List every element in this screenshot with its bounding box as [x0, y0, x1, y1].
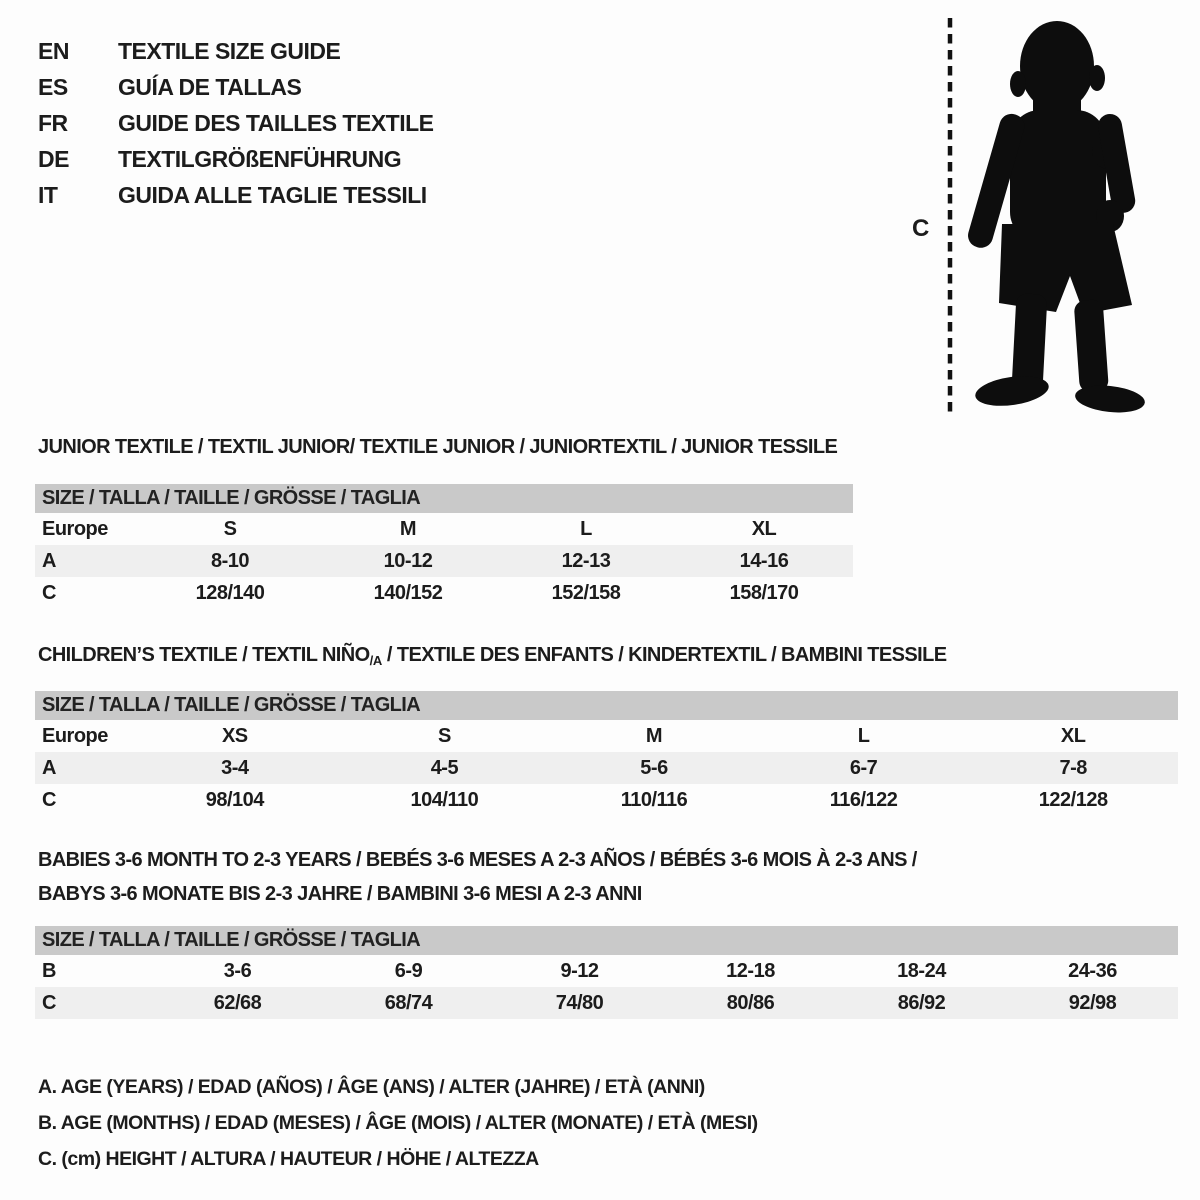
junior-size-table	[35, 513, 853, 609]
size-cell: 10-12	[383, 549, 433, 572]
guide-title-en: TEXTILE SIZE GUIDE	[118, 37, 341, 64]
size-cell: 128/140	[195, 581, 265, 604]
children-title-rest: / TEXTILE DES ENFANTS / KINDERTEXTIL / BAMBINI TESSILE	[381, 644, 947, 666]
size-cell: 104/110	[410, 788, 479, 811]
size-cell: 62/68	[213, 991, 262, 1014]
size-cell: L	[580, 517, 592, 540]
size-cell: 3-6	[223, 959, 252, 982]
size-cell: S	[437, 724, 451, 747]
children-age-row	[35, 752, 1178, 784]
size-cell: 14-16	[739, 549, 789, 572]
guide-title-de: TEXTILGRÖßENFÜHRUNG	[118, 145, 402, 172]
size-cell: XL	[1060, 724, 1086, 747]
size-cell: 12-18	[726, 959, 775, 982]
size-cell: L	[857, 724, 870, 747]
size-cell: XS	[221, 724, 248, 747]
row-label: C	[42, 581, 56, 604]
language-code: DE	[38, 145, 69, 172]
row-label: A	[42, 756, 56, 779]
junior-height-row	[35, 577, 853, 609]
junior-age-row	[35, 545, 853, 577]
size-cell: 3-4	[221, 756, 249, 779]
size-cell: 158/170	[729, 581, 799, 604]
row-label: Europe	[42, 517, 108, 540]
size-cell: 122/128	[1038, 788, 1108, 811]
babies-months-row	[35, 955, 1178, 987]
children-title-subscript: /A	[369, 653, 382, 668]
legend-line-height-cm: C. (cm) HEIGHT / ALTURA / HAUTEUR / HÖHE / ALTEZZA	[38, 1148, 539, 1170]
children-size-table	[35, 720, 1178, 816]
size-cell: M	[399, 517, 417, 540]
size-cell: 8-10	[210, 549, 250, 572]
language-code: ES	[38, 73, 68, 100]
babies-height-row	[35, 987, 1178, 1019]
babies-size-table	[35, 955, 1178, 1019]
size-cell: 152/158	[551, 581, 621, 604]
size-cell: 6-7	[849, 756, 878, 779]
size-cell: XL	[751, 517, 777, 540]
junior-region-row	[35, 513, 853, 545]
guide-title-fr: GUIDE DES TAILLES TEXTILE	[118, 109, 434, 136]
size-cell: 12-13	[561, 549, 611, 572]
size-cell: 86/92	[897, 991, 946, 1014]
children-section-title	[38, 644, 946, 668]
legend-line-age-years: A. AGE (YEARS) / EDAD (AÑOS) / ÂGE (ANS) / ALTER (JAHRE) / ETÀ (ANNI)	[38, 1076, 705, 1098]
size-cell: 7-8	[1059, 756, 1087, 779]
row-label: B	[42, 959, 56, 982]
babies-section-title-line1: BABIES 3-6 MONTH TO 2-3 YEARS / BEBÉS 3-6 MESES A 2-3 AÑOS / BÉBÉS 3-6 MOIS À 2-3 ANS /	[38, 849, 917, 871]
size-cell: S	[223, 517, 237, 540]
language-code: EN	[38, 37, 69, 64]
junior-section-title: JUNIOR TEXTILE / TEXTIL JUNIOR/ TEXTILE JUNIOR / JUNIORTEXTIL / JUNIOR TESSILE	[38, 436, 838, 458]
size-cell: M	[645, 724, 663, 747]
language-row-fr	[38, 105, 434, 141]
babies-size-header-bar: SIZE / TALLA / TAILLE / GRÖSSE / TAGLIA	[35, 926, 1178, 955]
babies-section-title-line2: BABYS 3-6 MONATE BIS 2-3 JAHRE / BAMBINI 3-6 MESI A 2-3 ANNI	[38, 883, 642, 905]
language-row-es	[38, 69, 434, 105]
row-label: C	[42, 991, 56, 1014]
baby-silhouette-icon	[960, 14, 1165, 418]
size-cell: 110/116	[620, 788, 688, 811]
language-title-block	[38, 33, 434, 213]
size-cell: 4-5	[430, 756, 459, 779]
row-label: C	[42, 788, 56, 811]
children-region-row	[35, 720, 1178, 752]
size-cell: 68/74	[384, 991, 433, 1014]
language-row-it	[38, 177, 434, 213]
children-size-header-bar: SIZE / TALLA / TAILLE / GRÖSSE / TAGLIA	[35, 691, 1178, 720]
junior-size-header-bar: SIZE / TALLA / TAILLE / GRÖSSE / TAGLIA	[35, 484, 853, 513]
language-row-de	[38, 141, 434, 177]
size-cell: 98/104	[205, 788, 264, 811]
size-cell: 116/122	[829, 788, 898, 811]
size-cell: 18-24	[897, 959, 946, 982]
size-cell: 80/86	[726, 991, 775, 1014]
guide-title-es: GUÍA DE TALLAS	[118, 73, 302, 100]
children-height-row	[35, 784, 1178, 816]
language-code: FR	[38, 109, 68, 136]
language-row-en	[38, 33, 434, 69]
size-cell: 140/152	[373, 581, 443, 604]
height-measure-dashed-line	[946, 18, 954, 418]
legend-line-age-months: B. AGE (MONTHS) / EDAD (MESES) / ÂGE (MOIS) / ALTER (MONATE) / ETÀ (MESI)	[38, 1112, 758, 1134]
size-cell: 9-12	[560, 959, 599, 982]
size-cell: 6-9	[394, 959, 423, 982]
row-label: A	[42, 549, 56, 572]
height-measure-label: C	[912, 215, 930, 242]
size-cell: 5-6	[640, 756, 668, 779]
measurement-legend	[38, 1069, 758, 1177]
children-title-main: CHILDREN’S TEXTILE / TEXTIL NIÑO	[38, 644, 370, 666]
size-cell: 24-36	[1068, 959, 1117, 982]
row-label: Europe	[42, 724, 108, 747]
guide-title-it: GUIDA ALLE TAGLIE TESSILI	[118, 181, 427, 208]
size-cell: 92/98	[1068, 991, 1117, 1014]
language-code: IT	[38, 181, 58, 208]
size-cell: 74/80	[555, 991, 604, 1014]
